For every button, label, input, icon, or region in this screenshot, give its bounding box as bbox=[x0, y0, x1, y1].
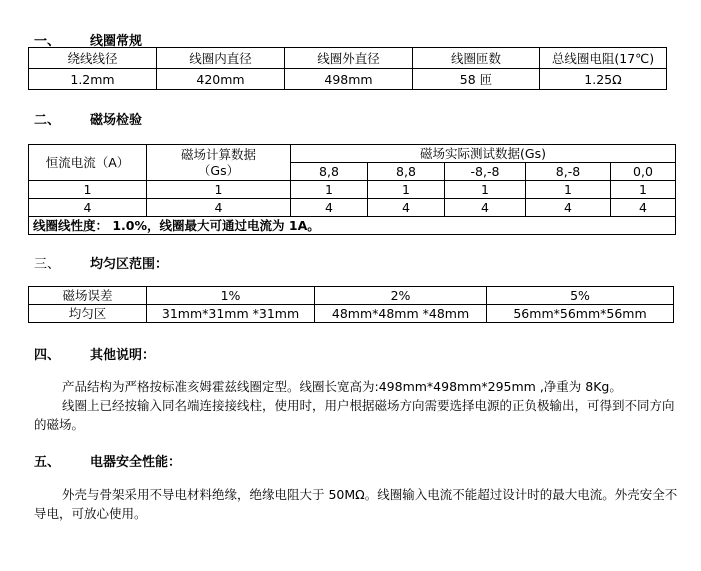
table-header-cell: -8,-8 bbox=[445, 163, 526, 181]
table-cell: 498mm bbox=[285, 69, 413, 90]
table-header-cell: 绕线线径 bbox=[29, 48, 157, 69]
table-cell: 4 bbox=[29, 199, 147, 217]
section-number: 四、 bbox=[34, 348, 61, 363]
calc-data-header bbox=[147, 145, 291, 181]
table-cell: 1 bbox=[147, 181, 291, 199]
calc-data-header-line2: （Gs） bbox=[197, 162, 240, 178]
table-cell: 1.25Ω bbox=[540, 69, 667, 90]
section-title: 线圈常规 bbox=[90, 34, 143, 49]
table-header-cell: 线圈外直径 bbox=[285, 48, 413, 69]
section-number: 三、 bbox=[34, 257, 61, 272]
table-cell: 1 bbox=[526, 181, 611, 199]
table-row bbox=[29, 199, 676, 217]
table-cell: 1.2mm bbox=[29, 69, 157, 90]
section-title: 电器安全性能： bbox=[90, 455, 182, 470]
table-header-cell: 8,8 bbox=[368, 163, 445, 181]
section-4-heading bbox=[34, 344, 155, 363]
table-cell: 均匀区 bbox=[29, 305, 147, 323]
table-header-row bbox=[29, 145, 676, 163]
table-header-row bbox=[29, 48, 667, 69]
table-cell: 1 bbox=[445, 181, 526, 199]
paragraph: 产品结构为严格按标准亥姆霍兹线圈定型。线圈长宽高为:498mm*498mm*295mm ,净重为 8Kg。 bbox=[62, 379, 622, 394]
table-cell: 5% bbox=[487, 287, 674, 305]
section-3-heading bbox=[34, 253, 168, 272]
table-cell: 2% bbox=[315, 287, 487, 305]
table-cell: 磁场误差 bbox=[29, 287, 147, 305]
field-test-table bbox=[28, 144, 676, 235]
section-5-body bbox=[34, 485, 684, 523]
table-header-cell: 8,-8 bbox=[526, 163, 611, 181]
table-cell: 420mm bbox=[157, 69, 285, 90]
table-cell: 58 匝 bbox=[413, 69, 540, 90]
measured-data-header: 磁场实际测试数据(Gs) bbox=[291, 145, 676, 163]
uniform-zone-table bbox=[28, 286, 674, 323]
coil-spec-table bbox=[28, 47, 667, 90]
current-header: 恒流电流（A） bbox=[29, 145, 147, 181]
table-cell: 56mm*56mm*56mm bbox=[487, 305, 674, 323]
table-cell: 4 bbox=[611, 199, 676, 217]
section-4-body bbox=[34, 377, 684, 434]
table-cell: 4 bbox=[147, 199, 291, 217]
section-5-heading bbox=[34, 451, 181, 470]
table-cell: 1 bbox=[29, 181, 147, 199]
table-header-cell: 8,8 bbox=[291, 163, 368, 181]
table-cell: 4 bbox=[445, 199, 526, 217]
table-cell: 4 bbox=[526, 199, 611, 217]
table-row bbox=[29, 305, 674, 323]
section-title: 均匀区范围： bbox=[90, 257, 169, 272]
section-number: 二、 bbox=[34, 113, 61, 128]
table-cell: 1 bbox=[291, 181, 368, 199]
table-header-cell: 线圈内直径 bbox=[157, 48, 285, 69]
table-header-cell: 线圈匝数 bbox=[413, 48, 540, 69]
section-number: 一、 bbox=[34, 34, 61, 49]
table-cell: 1% bbox=[147, 287, 315, 305]
calc-data-header-line1: 磁场计算数据 bbox=[180, 146, 256, 162]
paragraph: 线圈上已经按输入同名端连接接线柱，使用时，用户根据磁场方向需要选择电源的正负极输出，可得到不同方向的磁场。 bbox=[34, 398, 675, 432]
table-row bbox=[29, 287, 674, 305]
section-number: 五、 bbox=[34, 455, 61, 470]
table-cell: 1 bbox=[611, 181, 676, 199]
table-cell: 4 bbox=[368, 199, 445, 217]
table-row bbox=[29, 69, 667, 90]
paragraph: 外壳与骨架采用不导电材料绝缘，绝缘电阻大于 50MΩ。线圈输入电流不能超过设计时的最大电流。外壳安全不导电，可放心使用。 bbox=[34, 487, 678, 521]
linearity-note: 线圈线性度： 1.0%，线圈最大可通过电流为 1A。 bbox=[29, 217, 676, 235]
table-row bbox=[29, 181, 676, 199]
table-cell: 1 bbox=[368, 181, 445, 199]
table-header-cell: 总线圈电阻(17℃) bbox=[540, 48, 667, 69]
section-title: 磁场检验 bbox=[90, 113, 143, 128]
table-cell: 31mm*31mm *31mm bbox=[147, 305, 315, 323]
table-cell: 4 bbox=[291, 199, 368, 217]
section-title: 其他说明： bbox=[90, 348, 156, 363]
section-2-heading bbox=[34, 109, 142, 128]
table-header-cell: 0,0 bbox=[611, 163, 676, 181]
table-cell: 48mm*48mm *48mm bbox=[315, 305, 487, 323]
linearity-note-row bbox=[29, 217, 676, 235]
